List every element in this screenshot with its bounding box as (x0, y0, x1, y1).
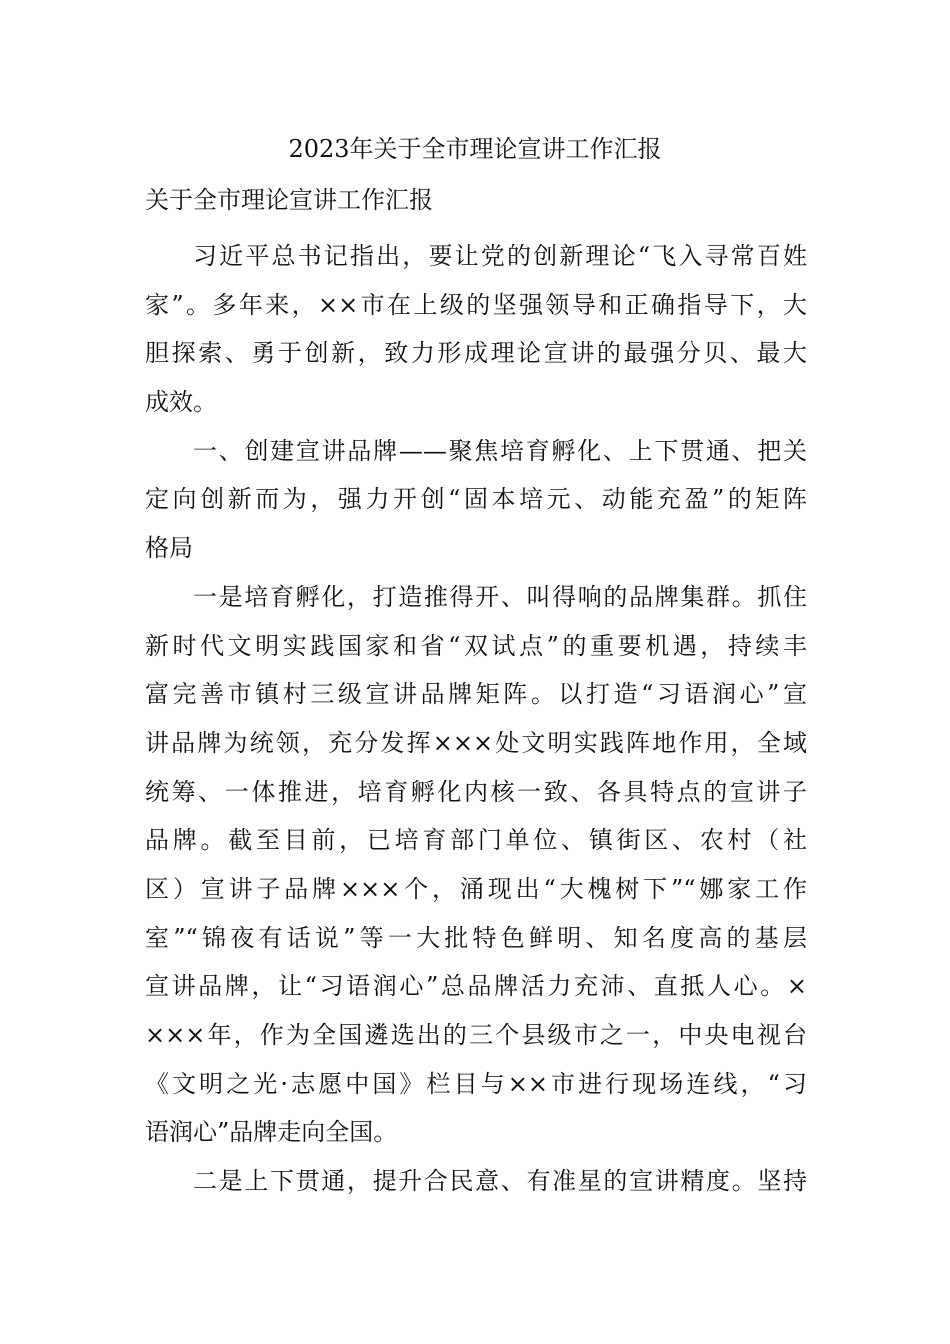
text-line: 宣讲品牌，让“习语润心”总品牌活力充沛、直抵人心。× (145, 972, 807, 1001)
text-line: 讲品牌为统领，充分发挥×××处文明实践阵地作用，全域 (145, 728, 807, 757)
paragraph-point-two (145, 1157, 807, 1206)
text-line: 二是上下贯通，提升合民意、有准星的宣讲精度。坚持 (193, 1167, 807, 1196)
text-line: 定向创新而为，强力开创“固本培元、动能充盈”的矩阵 (145, 485, 807, 514)
text-line: 新时代文明实践国家和省“双试点”的重要机遇，持续丰 (145, 631, 807, 660)
text-line: ×××年，作为全国遴选出的三个县级市之一，中央电视台 (145, 1021, 807, 1049)
text-line: 一是培育孵化，打造推得开、叫得响的品牌集群。抓住 (193, 582, 807, 611)
document-body (145, 232, 807, 1206)
paragraph-point-one (145, 573, 807, 1157)
text-line: 区）宣讲子品牌×××个，涌现出“大槐树下”“娜家工作 (145, 874, 807, 903)
text-line: 成效。 (145, 388, 217, 417)
text-line: 习近平总书记指出，要让党的创新理论“飞入寻常百姓 (193, 242, 807, 270)
text-line: 格局 (145, 534, 193, 563)
document-subtitle: 关于全市理论宣讲工作汇报 (145, 186, 433, 214)
text-line: 室”“锦夜有话说”等一大批特色鲜明、知名度高的基层 (145, 923, 807, 952)
text-line: 一、创建宣讲品牌——聚焦培育孵化、上下贯通、把关 (193, 436, 807, 465)
text-line: 统筹、一体推进，培育孵化内核一致、各具特点的宣讲子 (145, 777, 807, 806)
paragraph-intro (145, 232, 807, 427)
text-line: 《文明之光·志愿中国》栏目与××市进行现场连线，“习 (145, 1069, 807, 1098)
text-line: 富完善市镇村三级宣讲品牌矩阵。以打造“习语润心”宣 (145, 680, 807, 709)
text-line: 语润心”品牌走向全国。 (145, 1118, 398, 1147)
paragraph-section-heading (145, 427, 807, 573)
document-title: 2023年关于全市理论宣讲工作汇报 (288, 135, 662, 163)
text-line: 品牌。截至目前，已培育部门单位、镇街区、农村（社 (145, 826, 807, 855)
text-line: 家”。多年来，××市在上级的坚强领导和正确指导下，大 (145, 290, 807, 319)
text-line: 胆探索、勇于创新，致力形成理论宣讲的最强分贝、最大 (145, 339, 807, 368)
